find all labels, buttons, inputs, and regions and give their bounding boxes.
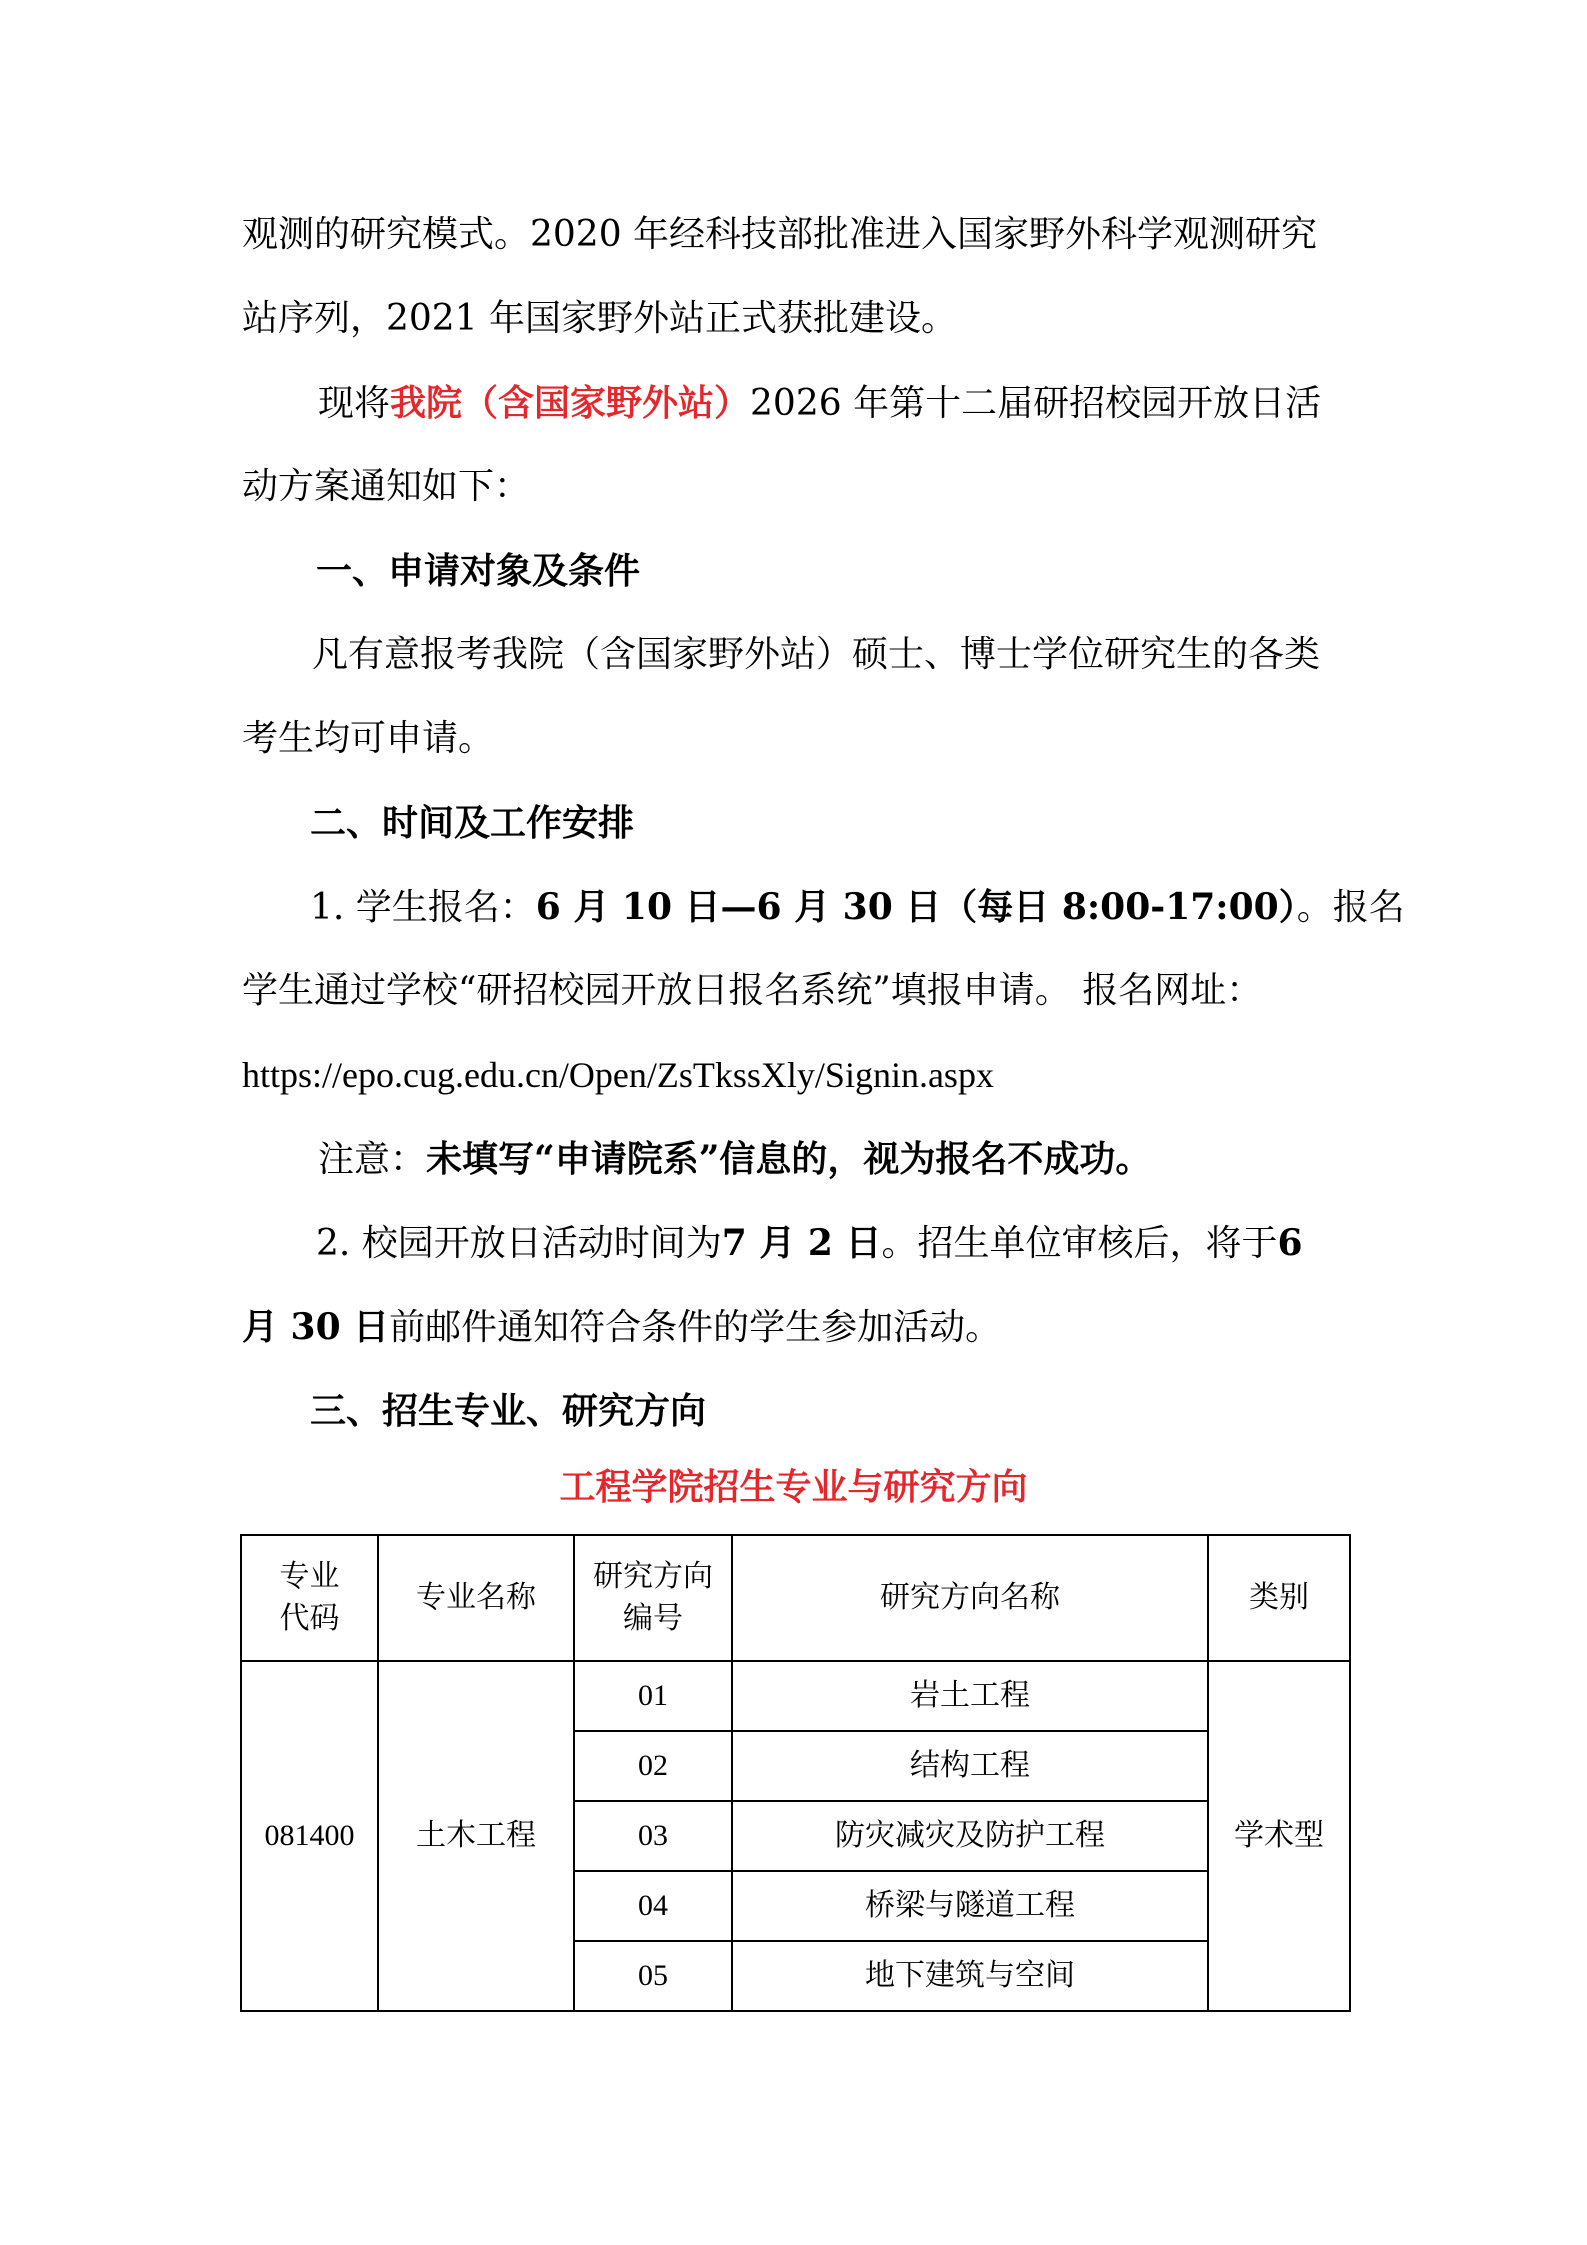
dir-name-cell: 地下建筑与空间	[732, 1941, 1208, 2011]
text-run: 。招生单位审核后，将于	[881, 1223, 1278, 1264]
registration-url[interactable]: https://epo.cug.edu.cn/Open/ZsTkssXly/Signin.aspx	[242, 1055, 994, 1095]
deadline-date: 6	[1277, 1222, 1303, 1264]
paragraph-intro	[318, 378, 1428, 429]
dir-name-cell: 防灾减灾及防护工程	[732, 1801, 1208, 1871]
dir-name-cell: 桥梁与隧道工程	[732, 1871, 1208, 1941]
dir-no-cell: 02	[574, 1731, 732, 1801]
paragraph-line: 站序列，2021 年国家野外站正式获批建设。	[242, 298, 958, 339]
header-dir-name: 研究方向名称	[732, 1535, 1208, 1661]
header-dir-no: 研究方向编号	[574, 1535, 732, 1661]
major-name-cell: 土木工程	[378, 1661, 574, 2011]
open-day-line	[316, 1218, 1426, 1269]
dir-name-cell: 结构工程	[732, 1731, 1208, 1801]
table-header-row	[241, 1535, 1350, 1661]
section-heading-2: 二、时间及工作安排	[310, 802, 635, 844]
text-run: 1. 学生报名：	[310, 887, 536, 928]
highlight-text: 我院（含国家野外站）	[390, 382, 751, 424]
registration-line	[310, 882, 1420, 933]
text-run: 现将	[318, 383, 391, 424]
open-day-date: 7 月 2 日	[721, 1222, 882, 1264]
dir-no-cell: 03	[574, 1801, 732, 1871]
registration-dates: 6 月 10 日—6 月 30 日（每日 8:00-17:00）	[535, 886, 1297, 928]
table-title: 工程学院招生专业与研究方向	[559, 1466, 1028, 1508]
note-label: 注意：	[318, 1139, 427, 1180]
header-category: 类别	[1208, 1535, 1350, 1661]
paragraph-line: 考生均可申请。	[242, 718, 495, 759]
paragraph-line: 凡有意报考我院（含国家野外站）硕士、博士学位研究生的各类	[312, 634, 1321, 675]
text-run: 。报名	[1296, 887, 1405, 928]
paragraph-line: 学生通过学校“研招校园开放日报名系统”填报申请。 报名网址：	[242, 970, 1263, 1011]
dir-no-cell: 04	[574, 1871, 732, 1941]
note-line	[318, 1134, 1428, 1185]
section-heading-3: 三、招生专业、研究方向	[310, 1390, 707, 1432]
table-row	[241, 1661, 1350, 1731]
header-code: 专业代码	[241, 1535, 378, 1661]
dir-no-cell: 05	[574, 1941, 732, 2011]
major-code-cell: 081400	[241, 1661, 378, 2011]
dir-name-cell: 岩土工程	[732, 1661, 1208, 1731]
paragraph-line	[242, 1302, 1352, 1353]
text-run: 2026 年第十二届研招校园开放日活	[750, 383, 1322, 424]
text-run: 前邮件通知符合条件的学生参加活动。	[389, 1307, 1002, 1348]
section-heading-1: 一、申请对象及条件	[316, 550, 641, 592]
text-run: 2. 校园开放日活动时间为	[316, 1223, 722, 1264]
dir-no-cell: 01	[574, 1661, 732, 1731]
major-table	[240, 1534, 1351, 2012]
header-name: 专业名称	[378, 1535, 574, 1661]
paragraph-line: 动方案通知如下：	[242, 466, 531, 507]
category-cell: 学术型	[1208, 1661, 1350, 2011]
note-text: 未填写“申请院系”信息的，视为报名不成功。	[426, 1138, 1152, 1180]
paragraph-line: 观测的研究模式。2020 年经科技部批准进入国家野外科学观测研究	[242, 214, 1318, 255]
deadline-date: 月 30 日	[242, 1306, 390, 1348]
